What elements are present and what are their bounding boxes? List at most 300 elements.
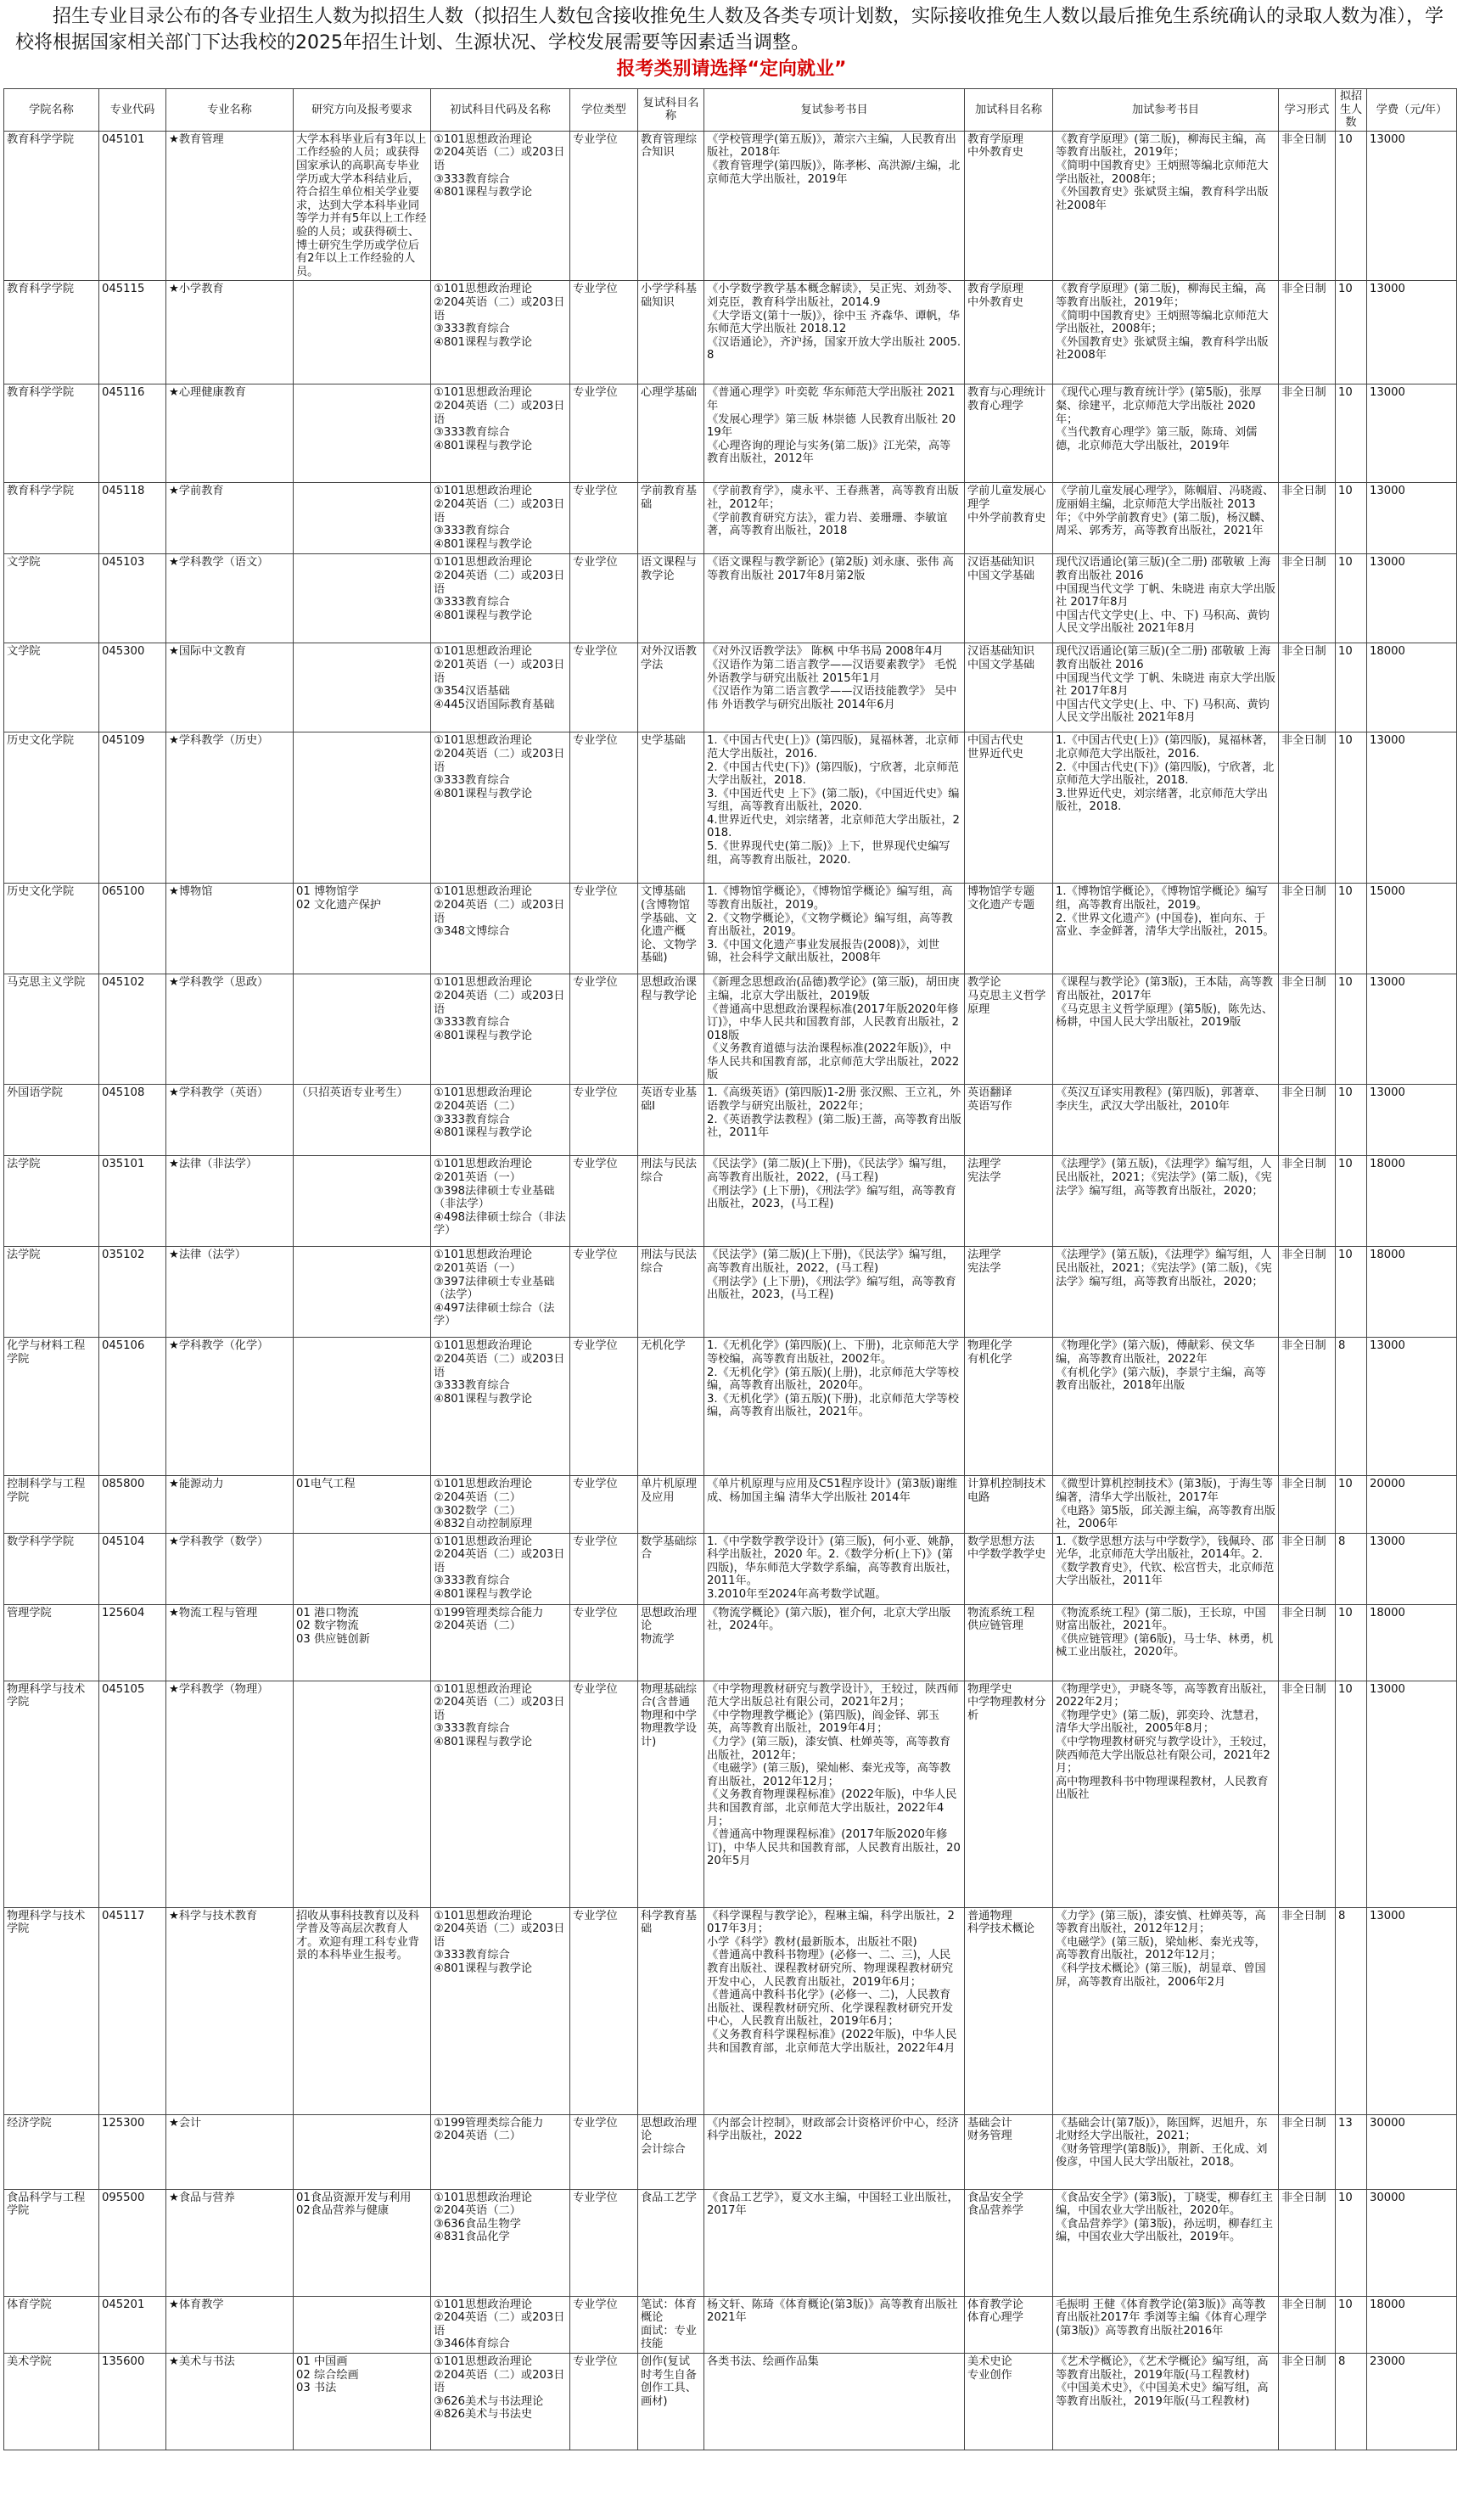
cell-degree: 专业学位 xyxy=(570,732,638,884)
cell-college: 教育科学学院 xyxy=(4,384,99,483)
cell-mode: 非全日制 xyxy=(1279,131,1336,281)
exam-subject: ④801课程与教学论 xyxy=(434,335,533,349)
cell-addexam: 法理学 宪法学 xyxy=(965,1156,1053,1247)
table-row xyxy=(4,281,1457,384)
cell-college: 历史文化学院 xyxy=(4,884,99,974)
cell-books: 各类书法、绘画作品集 xyxy=(704,2354,965,2450)
cell-mode: 非全日制 xyxy=(1279,1338,1336,1476)
cell-degree: 专业学位 xyxy=(570,1085,638,1156)
cell-num: 10 xyxy=(1336,1156,1367,1247)
notice-text: 招生专业目录公布的各专业招生人数为拟招生人数（拟招生人数包含接收推免生人数及各类专项计划数，实际接收推免生人数以最后推免生系统确认的录取人数为准），学校将根据国家相关部门下达我校的2025年招生计划、生源状况、学校发展需要等因素适当调整。 xyxy=(15,6,1444,53)
exam-subject: ②204英语（二）或203日语 xyxy=(434,1352,565,1379)
cell-exam xyxy=(431,1476,570,1533)
cell-addexam: 教育与心理统计 教育心理学 xyxy=(965,384,1053,483)
cell-direction xyxy=(294,974,431,1085)
cell-addbooks: 《教育学原理》(第二版)，柳海民主编，高等教育出版社，2019年； 《简明中国教育史》王炳照等编北京师范大学出版社，2008年； 《外国教育史》张斌贤主编，教育科学出版社2008年 xyxy=(1053,281,1279,384)
cell-mode: 非全日制 xyxy=(1279,1907,1336,2114)
exam-subject: ②204英语（二）或203日语 xyxy=(434,989,565,1016)
cell-mode: 非全日制 xyxy=(1279,1247,1336,1338)
cell-college: 化学与材料工程学院 xyxy=(4,1338,99,1476)
cell-num: 13 xyxy=(1336,2114,1367,2189)
header-degree: 学位类型 xyxy=(570,89,638,132)
cell-addbooks: 《课程与教学论》(第3版)，王本陆，高等教育出版社，2017年 《马克思主义哲学原理》(第5版)，陈先达、杨耕，中国人民大学出版社，2019版 xyxy=(1053,974,1279,1085)
cell-num: 10 xyxy=(1336,974,1367,1085)
cell-books: 1.《中国古代史(上)》(第四版)，晁福林著，北京师范大学出版社，2016. 2.《中国古代史(下)》(第四版)，宁欣著，北京师范大学出版社，2018. 3.《中国近代史 上下》(第二版)，《中国近代史》编写组，高等教育出版社，2020. 4.世界近代史，刘宗绪著，北京师范大学出版社，2018. 5.《世界现代史(第二版)》上下，世界现代史编写组，高等教育出版社，2020. xyxy=(704,732,965,884)
cell-major: ★学科教学（思政） xyxy=(166,974,294,1085)
table-row xyxy=(4,2189,1457,2296)
cell-mode: 非全日制 xyxy=(1279,281,1336,384)
cell-exam xyxy=(431,1338,570,1476)
exam-subject: ②204英语（二） xyxy=(434,1490,521,1504)
header-code: 专业代码 xyxy=(99,89,166,132)
exam-subject: ②204英语（二）或203日语 xyxy=(434,747,565,774)
cell-retest: 思想政治理论 物流学 xyxy=(638,1604,704,1681)
header-major: 专业名称 xyxy=(166,89,294,132)
cell-code: 045117 xyxy=(99,1907,166,2114)
table-row xyxy=(4,384,1457,483)
cell-major: ★会计 xyxy=(166,2114,294,2189)
cell-direction xyxy=(294,2114,431,2189)
cell-degree: 专业学位 xyxy=(570,2354,638,2450)
cell-college: 教育科学学院 xyxy=(4,281,99,384)
cell-fee: 13000 xyxy=(1367,974,1457,1085)
exam-subject: ①101思想政治理论 xyxy=(434,283,533,296)
cell-books: 《民法学》(第二版)(上下册)，《民法学》编写组，高等教育出版社，2022，(马工程) 《刑法学》(上下册)，《刑法学》编写组，高等教育出版社，2023，(马工程) xyxy=(704,1156,965,1247)
cell-addbooks: 1.《中国古代史(上)》(第四版)，晁福林著，北京师范大学出版社，2016. 2.《中国古代史(下)》(第四版)，宁欣著，北京师范大学出版社，2018. 3.世界近代史，刘宗绪著，北京师范大学出版社，2018. xyxy=(1053,732,1279,884)
cell-college: 控制科学与工程学院 xyxy=(4,1476,99,1533)
cell-retest: 数学基础综合 xyxy=(638,1533,704,1604)
cell-college: 文学院 xyxy=(4,643,99,732)
cell-degree: 专业学位 xyxy=(570,2189,638,2296)
cell-addexam: 基础会计 财务管理 xyxy=(965,2114,1053,2189)
cell-major: ★体育教学 xyxy=(166,2296,294,2353)
cell-books: 《普通心理学》叶奕乾 华东师范大学出版社 2021年 《发展心理学》第三版 林崇德 人民教育出版社 2019年 《心理咨询的理论与实务(第二版)》江光荣，高等教育出版社，2012年 xyxy=(704,384,965,483)
exam-subject: ④445汉语国际教育基础 xyxy=(434,698,555,711)
exam-subject: ③333教育综合 xyxy=(434,172,510,186)
cell-num: 10 xyxy=(1336,884,1367,974)
cell-addexam: 汉语基础知识 中国文学基础 xyxy=(965,643,1053,732)
cell-degree: 专业学位 xyxy=(570,643,638,732)
cell-direction xyxy=(294,1156,431,1247)
cell-retest: 思想政治课程与教学论 xyxy=(638,974,704,1085)
exam-subject: ③398法律硕士专业基础（非法学） xyxy=(434,1184,555,1211)
cell-books: 《民法学》(第二版)(上下册)，《民法学》编写组，高等教育出版社，2022，(马工程) 《刑法学》(上下册)，《刑法学》编写组，高等教育出版社，2023，(马工程) xyxy=(704,1247,965,1338)
cell-addexam: 体育教学论 体育心理学 xyxy=(965,2296,1053,2353)
cell-exam xyxy=(431,1247,570,1338)
cell-major: ★小学教育 xyxy=(166,281,294,384)
cell-retest: 思想政治理论 会计综合 xyxy=(638,2114,704,2189)
exam-subject: ①101思想政治理论 xyxy=(434,132,533,146)
cell-books: 《食品工艺学》，夏文水主编，中国轻工业出版社，2017年 xyxy=(704,2189,965,2296)
cell-exam xyxy=(431,2114,570,2189)
exam-subject: ③333教育综合 xyxy=(434,1949,510,1962)
cell-fee: 15000 xyxy=(1367,884,1457,974)
cell-exam xyxy=(431,1604,570,1681)
exam-subject: ④801课程与教学论 xyxy=(434,1588,533,1602)
cell-retest: 小学学科基础知识 xyxy=(638,281,704,384)
table-row xyxy=(4,1085,1457,1156)
cell-code: 045201 xyxy=(99,2296,166,2353)
header-addexam: 加试科目名称 xyxy=(965,89,1053,132)
table-row xyxy=(4,1247,1457,1338)
cell-fee: 13000 xyxy=(1367,732,1457,884)
cell-degree: 专业学位 xyxy=(570,1338,638,1476)
exam-subject: ③333教育综合 xyxy=(434,525,510,538)
cell-code: 125300 xyxy=(99,2114,166,2189)
cell-code: 045101 xyxy=(99,131,166,281)
cell-num: 10 xyxy=(1336,1085,1367,1156)
cell-code: 045109 xyxy=(99,732,166,884)
cell-degree: 专业学位 xyxy=(570,974,638,1085)
cell-exam xyxy=(431,1681,570,1907)
exam-subject: ③333教育综合 xyxy=(434,1722,510,1736)
exam-subject: ③333教育综合 xyxy=(434,774,510,788)
cell-exam xyxy=(431,2354,570,2450)
cell-mode: 非全日制 xyxy=(1279,643,1336,732)
cell-code: 045105 xyxy=(99,1681,166,1907)
cell-addbooks: 现代汉语通论(第三版)(全二册) 邵敬敏 上海教育出版社 2016 中国现当代文学 丁帆、朱晓进 南京大学出版社 2017年8月 中国古代文学史(上、中、下) 马积高、黄钧 人民文学出版社 2021年8月 xyxy=(1053,643,1279,732)
cell-direction xyxy=(294,281,431,384)
exam-subject: ④801课程与教学论 xyxy=(434,1392,533,1406)
cell-college: 食品科学与工程学院 xyxy=(4,2189,99,2296)
cell-retest: 心理学基础 xyxy=(638,384,704,483)
exam-subject: ①101思想政治理论 xyxy=(434,1086,533,1100)
cell-addexam: 中国古代史 世界近代史 xyxy=(965,732,1053,884)
cell-code: 095500 xyxy=(99,2189,166,2296)
cell-mode: 非全日制 xyxy=(1279,884,1336,974)
cell-mode: 非全日制 xyxy=(1279,2354,1336,2450)
cell-fee: 13000 xyxy=(1367,1907,1457,2114)
cell-fee: 20000 xyxy=(1367,1476,1457,1533)
cell-code: 125604 xyxy=(99,1604,166,1681)
exam-subject: ③346体育综合 xyxy=(434,2338,510,2351)
cell-books: 《科学课程与教学论》，程琳主编，科学出版社，2017年3月； 小学《科学》教材(最新版本，出版社不限) 《普通高中教科书物理》(必修一、二、三)，人民教育出版社、课程教材研究所、物理课程教材研究开发中心，人民教育出版社，2019年6月； 《普通高中教科书化学》(必修一、二)，人民教育出版社、课程教材研究所、化学课程教材研究开发中心，人民教育出版社，2019年6月； 《义务教育科学课程标准》(2022年版)，中华人民共和国教育部，北京师范大学出版社，2022年4月 xyxy=(704,1907,965,2114)
cell-retest: 语文课程与教学论 xyxy=(638,554,704,643)
cell-addexam: 食品安全学 食品营养学 xyxy=(965,2189,1053,2296)
cell-code: 085800 xyxy=(99,1476,166,1533)
cell-direction xyxy=(294,554,431,643)
cell-major: ★法律（非法学） xyxy=(166,1156,294,1247)
cell-fee: 13000 xyxy=(1367,1085,1457,1156)
cell-addexam: 普通物理 科学技术概论 xyxy=(965,1907,1053,2114)
notice-block xyxy=(0,0,1463,83)
cell-addexam: 数学思想方法 中学数学教学史 xyxy=(965,1533,1053,1604)
cell-retest: 科学教育基础 xyxy=(638,1907,704,2114)
cell-retest: 单片机原理及应用 xyxy=(638,1476,704,1533)
cell-retest: 创作(复试时考生自备创作工具、画材) xyxy=(638,2354,704,2450)
cell-retest: 学前教育基础 xyxy=(638,483,704,554)
table-body xyxy=(4,131,1457,2450)
exam-subject: ③302数学（二） xyxy=(434,1504,521,1518)
exam-subject: ②204英语（二）或203日语 xyxy=(434,497,565,525)
exam-subject: ①101思想政治理论 xyxy=(434,1158,533,1171)
cell-books: 《单片机原理与应用及C51程序设计》(第3版)谢维成、杨加国主编 清华大学出版社 2014年 xyxy=(704,1476,965,1533)
cell-major: ★科学与技术教育 xyxy=(166,1907,294,2114)
cell-code: 045300 xyxy=(99,643,166,732)
cell-exam xyxy=(431,2189,570,2296)
cell-books: 《中学物理教材研究与教学设计》，王较过，陕西师范大学出版总社有限公司，2021年2月； 《中学物理教学概论》(第四版)，阎金铎、郭玉英，高等教育出版社，2019年4月； 《力学》(第三版)，漆安慎、杜婵英等，高等教育出版社，2012年； 《电磁学》(第三版)，梁灿彬、秦光戎等，高等教育出版社，2012年12月； 《义务教育物理课程标准》(2022年版)，中华人民共和国教育部，北京师范大学出版社，2022年4月； 《普通高中物理课程标准》(2017年版2020年修订)，中华人民共和国教育部，人民教育出版社，2020年5月 xyxy=(704,1681,965,1907)
exam-subject: ④832自动控制原理 xyxy=(434,1518,533,1531)
cell-mode: 非全日制 xyxy=(1279,1533,1336,1604)
exam-subject: ②204英语（二）或203日语 xyxy=(434,2368,565,2395)
cell-direction xyxy=(294,2296,431,2353)
cell-code: 035101 xyxy=(99,1156,166,1247)
cell-direction: （只招英语专业考生） xyxy=(294,1085,431,1156)
cell-addbooks: 《现代心理与教育统计学》(第5版)，张厚粲、徐建平，北京师范大学出版社 2020年； 《当代教育心理学》第三版，陈琦、刘儒德，北京师范大学出版社，2019年 xyxy=(1053,384,1279,483)
cell-degree: 专业学位 xyxy=(570,384,638,483)
cell-retest: 文博基础(含博物馆学基础、文化遗产概论、文物学基础) xyxy=(638,884,704,974)
header-exam: 初试科目代码及名称 xyxy=(431,89,570,132)
cell-retest: 食品工艺学 xyxy=(638,2189,704,2296)
cell-direction: 01 博物馆学 02 文化遗产保护 xyxy=(294,884,431,974)
cell-code: 045103 xyxy=(99,554,166,643)
exam-subject: ③397法律硕士专业基础（法学） xyxy=(434,1275,555,1302)
exam-subject: ④826美术与书法史 xyxy=(434,2408,533,2422)
header-mode: 学习形式 xyxy=(1279,89,1336,132)
cell-major: ★学科教学（历史） xyxy=(166,732,294,884)
exam-subject: ①101思想政治理论 xyxy=(434,1909,533,1922)
cell-college: 法学院 xyxy=(4,1247,99,1338)
cell-num: 10 xyxy=(1336,554,1367,643)
cell-addbooks: 《基础会计(第7版)》，陈国辉，迟旭升，东北财经大学出版社，2021； 《财务管理学(第8版)》，荆新、王化成、刘俊彦，中国人民大学出版社，2018。 xyxy=(1053,2114,1279,2189)
cell-direction xyxy=(294,384,431,483)
exam-subject: ①101思想政治理论 xyxy=(434,2298,533,2311)
cell-num: 10 xyxy=(1336,2189,1367,2296)
cell-addbooks: 现代汉语通论(第三版)(全二册) 邵敬敏 上海教育出版社 2016 中国现当代文学 丁帆、朱晓进 南京大学出版社 2017年8月 中国古代文学史(上、中、下) 马积高、黄钧 人民文学出版社 2021年8月 xyxy=(1053,554,1279,643)
cell-exam xyxy=(431,131,570,281)
header-retest: 复试科目名称 xyxy=(638,89,704,132)
exam-subject: ②204英语（二）或203日语 xyxy=(434,146,565,172)
cell-degree: 专业学位 xyxy=(570,1476,638,1533)
exam-subject: ②204英语（二） xyxy=(434,2204,521,2218)
cell-college: 文学院 xyxy=(4,554,99,643)
cell-exam xyxy=(431,884,570,974)
exam-subject: ③354汉语基础 xyxy=(434,685,510,699)
cell-addbooks: 《艺术学概论》，《艺术学概论》编写组，高等教育出版社，2019年版(马工程教材) 《中国美术史》，《中国美术史》编写组，高等教育出版社，2019年版(马工程教材) xyxy=(1053,2354,1279,2450)
cell-books: 1.《中学数学教学设计》(第三版)，何小亚、姚静，科学出版社，2020 年。2.《数学分析(上下)》(第四版)，华东师范大学数学系编，高等教育出版社，2011年。 3.2010年至2024年高考数学试题。 xyxy=(704,1533,965,1604)
cell-major: ★学科教学（物理） xyxy=(166,1681,294,1907)
cell-exam xyxy=(431,732,570,884)
cell-num: 10 xyxy=(1336,384,1367,483)
exam-subject: ①101思想政治理论 xyxy=(434,1249,533,1262)
exam-subject: ②204英语（二） xyxy=(434,1619,521,1633)
exam-subject: ②204英语（二）或203日语 xyxy=(434,1696,565,1722)
cell-books: 《新理念思想政治(品德)教学论》(第三版)，胡田庚主编，北京大学出版社，2019版 《普通高中思想政治课程标准(2017年版2020年修订)》，中华人民共和国教育部，人民教育出版社，2018版 《义务教育道德与法治课程标准(2022年版)》，中华人民共和国教育部，北京师范大学出版社，2022版 xyxy=(704,974,965,1085)
cell-num: 10 xyxy=(1336,643,1367,732)
cell-direction: 招收从事科技教育以及科学普及等高层次教育人才。欢迎有理工科专业背景的本科毕业生报考。 xyxy=(294,1907,431,2114)
cell-direction xyxy=(294,643,431,732)
table-row xyxy=(4,1604,1457,1681)
cell-retest: 无机化学 xyxy=(638,1338,704,1476)
exam-subject: ②201英语（一） xyxy=(434,1170,521,1184)
cell-fee: 13000 xyxy=(1367,554,1457,643)
cell-fee: 23000 xyxy=(1367,2354,1457,2450)
cell-exam xyxy=(431,281,570,384)
cell-college: 经济学院 xyxy=(4,2114,99,2189)
cell-addbooks: 《法理学》(第五版)，《法理学》编写组，人民出版社，2021；《宪法学》(第二版)，《宪法学》编写组，高等教育出版社，2020； xyxy=(1053,1156,1279,1247)
cell-retest: 刑法与民法综合 xyxy=(638,1247,704,1338)
cell-num: 10 xyxy=(1336,2296,1367,2353)
cell-addbooks: 《英汉互译实用教程》(第四版)，郭著章、李庆生，武汉大学出版社，2010年 xyxy=(1053,1085,1279,1156)
exam-subject: ①101思想政治理论 xyxy=(434,2191,533,2204)
cell-exam xyxy=(431,1533,570,1604)
cell-addbooks: 1.《博物馆学概论》，《博物馆学概论》编写组，高等教育出版社，2019。 2.《世界文化遗产》(中国卷)，崔向东、于富业、李金鲜著，清华大学出版社，2015。 xyxy=(1053,884,1279,974)
table-row xyxy=(4,1476,1457,1533)
cell-direction xyxy=(294,1681,431,1907)
table-row xyxy=(4,884,1457,974)
cell-college: 体育学院 xyxy=(4,2296,99,2353)
header-num: 拟招生人数 xyxy=(1336,89,1367,132)
exam-subject: ③348文博综合 xyxy=(434,925,510,939)
cell-addexam: 教学论 马克思主义哲学原理 xyxy=(965,974,1053,1085)
cell-college: 法学院 xyxy=(4,1156,99,1247)
cell-fee: 13000 xyxy=(1367,483,1457,554)
cell-addexam: 美术史论 专业创作 xyxy=(965,2354,1053,2450)
cell-fee: 13000 xyxy=(1367,1681,1457,1907)
cell-num: 10 xyxy=(1336,1604,1367,1681)
cell-mode: 非全日制 xyxy=(1279,483,1336,554)
cell-college: 物理科学与技术学院 xyxy=(4,1907,99,2114)
admissions-table xyxy=(3,88,1457,2450)
exam-subject: ④801课程与教学论 xyxy=(434,609,533,622)
cell-major: ★博物馆 xyxy=(166,884,294,974)
cell-mode: 非全日制 xyxy=(1279,1085,1336,1156)
cell-books: 《学前教育学》，虞永平、王春燕著，高等教育出版社，2012年； 《学前教育研究方法》，霍力岩、姜珊珊、李敏谊著，高等教育出版社，2018 xyxy=(704,483,965,554)
cell-addexam: 物流系统工程 供应链管理 xyxy=(965,1604,1053,1681)
cell-num: 10 xyxy=(1336,1247,1367,1338)
cell-books: 杨文轩、陈琦《体育概论(第3版)》高等教育出版社2021年 xyxy=(704,2296,965,2353)
cell-exam xyxy=(431,1907,570,2114)
exam-subject: ①101思想政治理论 xyxy=(434,734,533,748)
cell-fee: 13000 xyxy=(1367,1533,1457,1604)
cell-addexam: 博物馆学专题 文化遗产专题 xyxy=(965,884,1053,974)
table-row xyxy=(4,643,1457,732)
cell-num: 10 xyxy=(1336,732,1367,884)
cell-college: 管理学院 xyxy=(4,1604,99,1681)
cell-fee: 13000 xyxy=(1367,384,1457,483)
cell-fee: 30000 xyxy=(1367,2114,1457,2189)
cell-major: ★法律（法学） xyxy=(166,1247,294,1338)
header-books: 复试参考书目 xyxy=(704,89,965,132)
cell-addbooks: 《微型计算机控制技术》(第3版)，于海生等编著，清华大学出版社，2017年 《电路》第5版，邱关源主编，高等教育出版社，2006年 xyxy=(1053,1476,1279,1533)
cell-addbooks: 《教育学原理》(第二版)，柳海民主编，高等教育出版社，2019年； 《简明中国教育史》王炳照等编北京师范大学出版社，2008年； 《外国教育史》张斌贤主编，教育科学出版社2008年 xyxy=(1053,131,1279,281)
exam-subject: ①199管理类综合能力 xyxy=(434,2116,544,2130)
cell-major: ★国际中文教育 xyxy=(166,643,294,732)
cell-fee: 13000 xyxy=(1367,131,1457,281)
cell-addexam: 物理学史 中学物理教材分析 xyxy=(965,1681,1053,1907)
table-row xyxy=(4,554,1457,643)
cell-mode: 非全日制 xyxy=(1279,1156,1336,1247)
cell-fee: 18000 xyxy=(1367,643,1457,732)
cell-degree: 专业学位 xyxy=(570,2114,638,2189)
table-row xyxy=(4,2296,1457,2353)
cell-num: 8 xyxy=(1336,1338,1367,1476)
cell-books: 《内部会计控制》，财政部会计资格评价中心，经济科学出版社，2022 xyxy=(704,2114,965,2189)
cell-direction xyxy=(294,1338,431,1476)
cell-code: 045108 xyxy=(99,1085,166,1156)
exam-subject: ③333教育综合 xyxy=(434,426,510,440)
exam-subject: ②204英语（二）或203日语 xyxy=(434,1922,565,1949)
cell-addexam: 教育学原理 中外教育史 xyxy=(965,281,1053,384)
cell-books: 《物流学概论》(第六版)，崔介何，北京大学出版社，2024年。 xyxy=(704,1604,965,1681)
cell-books: 《语文课程与教学新论》(第2版) 刘永康、张伟 高等教育出版社 2017年8月第2版 xyxy=(704,554,965,643)
cell-direction xyxy=(294,1533,431,1604)
cell-degree: 专业学位 xyxy=(570,483,638,554)
exam-subject: ①199管理类综合能力 xyxy=(434,1606,544,1619)
cell-addbooks: 《学前儿童发展心理学》，陈帼眉、冯晓霞、庞丽娟主编，北京师范大学出版社 2013年；《中外学前教育史》(第二版)，杨汉麟、周采、郭秀芳，高等教育出版社，2021年 xyxy=(1053,483,1279,554)
cell-direction xyxy=(294,483,431,554)
cell-books: 1.《博物馆学概论》，《博物馆学概论》编写组，高等教育出版社，2019。 2.《文物学概论》，《文物学概论》编写组，高等教育出版社，2019。 3.《中国文化遗产事业发展报告(2008)》，刘世锦，社会科学文献出版社，2008年 xyxy=(704,884,965,974)
cell-degree: 专业学位 xyxy=(570,2296,638,2353)
cell-degree: 专业学位 xyxy=(570,1681,638,1907)
exam-subject: ④801课程与教学论 xyxy=(434,787,533,800)
table-row xyxy=(4,732,1457,884)
cell-num: 10 xyxy=(1336,483,1367,554)
cell-books: 《学校管理学(第五版)》，萧宗六主编，人民教育出版社，2018年 《教育管理学(第四版)》，陈孝彬、高洪源/主编，北京师范大学出版社，2019年 xyxy=(704,131,965,281)
cell-mode: 非全日制 xyxy=(1279,2189,1336,2296)
cell-retest: 教育管理综合知识 xyxy=(638,131,704,281)
exam-subject: ①101思想政治理论 xyxy=(434,1339,533,1353)
cell-degree: 专业学位 xyxy=(570,884,638,974)
cell-mode: 非全日制 xyxy=(1279,1604,1336,1681)
exam-subject: ①101思想政治理论 xyxy=(434,1478,533,1491)
cell-direction: 01 中国画 02 综合绘画 03 书法 xyxy=(294,2354,431,2450)
cell-fee: 30000 xyxy=(1367,2189,1457,2296)
cell-direction: 01电气工程 xyxy=(294,1476,431,1533)
cell-num: 10 xyxy=(1336,1681,1367,1907)
exam-subject: ③333教育综合 xyxy=(434,1574,510,1588)
cell-addexam: 法理学 宪法学 xyxy=(965,1247,1053,1338)
table-row xyxy=(4,1338,1457,1476)
notice-subtitle: 报考类别请选择“定向就业” xyxy=(616,59,847,80)
exam-subject: ②204英语（二）或203日语 xyxy=(434,295,565,323)
exam-subject: ①101思想政治理论 xyxy=(434,2355,533,2369)
exam-subject: ①101思想政治理论 xyxy=(434,976,533,990)
exam-subject: ①101思想政治理论 xyxy=(434,885,533,899)
exam-subject: ③333教育综合 xyxy=(434,1016,510,1030)
cell-addbooks: 《法理学》(第五版)，《法理学》编写组，人民出版社，2021；《宪法学》(第二版)，《宪法学》编写组，高等教育出版社，2020； xyxy=(1053,1247,1279,1338)
cell-addexam: 汉语基础知识 中国文学基础 xyxy=(965,554,1053,643)
cell-degree: 专业学位 xyxy=(570,281,638,384)
cell-mode: 非全日制 xyxy=(1279,1681,1336,1907)
cell-major: ★食品与营养 xyxy=(166,2189,294,2296)
cell-fee: 13000 xyxy=(1367,281,1457,384)
cell-exam xyxy=(431,2296,570,2353)
cell-code: 045102 xyxy=(99,974,166,1085)
header-college: 学院名称 xyxy=(4,89,99,132)
cell-major: ★学科教学（语文） xyxy=(166,554,294,643)
table-row xyxy=(4,1533,1457,1604)
exam-subject: ③636食品生物学 xyxy=(434,2217,521,2231)
cell-addexam: 学前儿童发展心理学 中外学前教育史 xyxy=(965,483,1053,554)
cell-major: ★教育管理 xyxy=(166,131,294,281)
table-header-row xyxy=(4,89,1457,132)
cell-books: 1.《高级英语》(第四版)1-2册 张汉熙、王立礼，外语教学与研究出版社，2022年； 2.《英语教学法教程》(第二版)王蔷，高等教育出版社，2011年 xyxy=(704,1085,965,1156)
cell-fee: 18000 xyxy=(1367,2296,1457,2353)
cell-mode: 非全日制 xyxy=(1279,974,1336,1085)
cell-direction: 01 港口物流 02 数字物流 03 供应链创新 xyxy=(294,1604,431,1681)
cell-major: ★学科教学（英语） xyxy=(166,1085,294,1156)
header-fee: 学费（元/年） xyxy=(1367,89,1457,132)
cell-exam xyxy=(431,1085,570,1156)
cell-retest: 刑法与民法综合 xyxy=(638,1156,704,1247)
cell-books: 1.《无机化学》(第四版)(上、下册)，北京师范大学等校编，高等教育出版社，2002年。 2.《无机化学》(第五版)(上册)，北京师范大学等校编，高等教育出版社，2020年。 3.《无机化学》(第五版)(下册)，北京师范大学等校编，高等教育出版社，2021年。 xyxy=(704,1338,965,1476)
cell-num: 10 xyxy=(1336,131,1367,281)
exam-subject: ②201英语（一） xyxy=(434,1261,521,1275)
cell-college: 历史文化学院 xyxy=(4,732,99,884)
cell-mode: 非全日制 xyxy=(1279,2296,1336,2353)
table-row xyxy=(4,974,1457,1085)
